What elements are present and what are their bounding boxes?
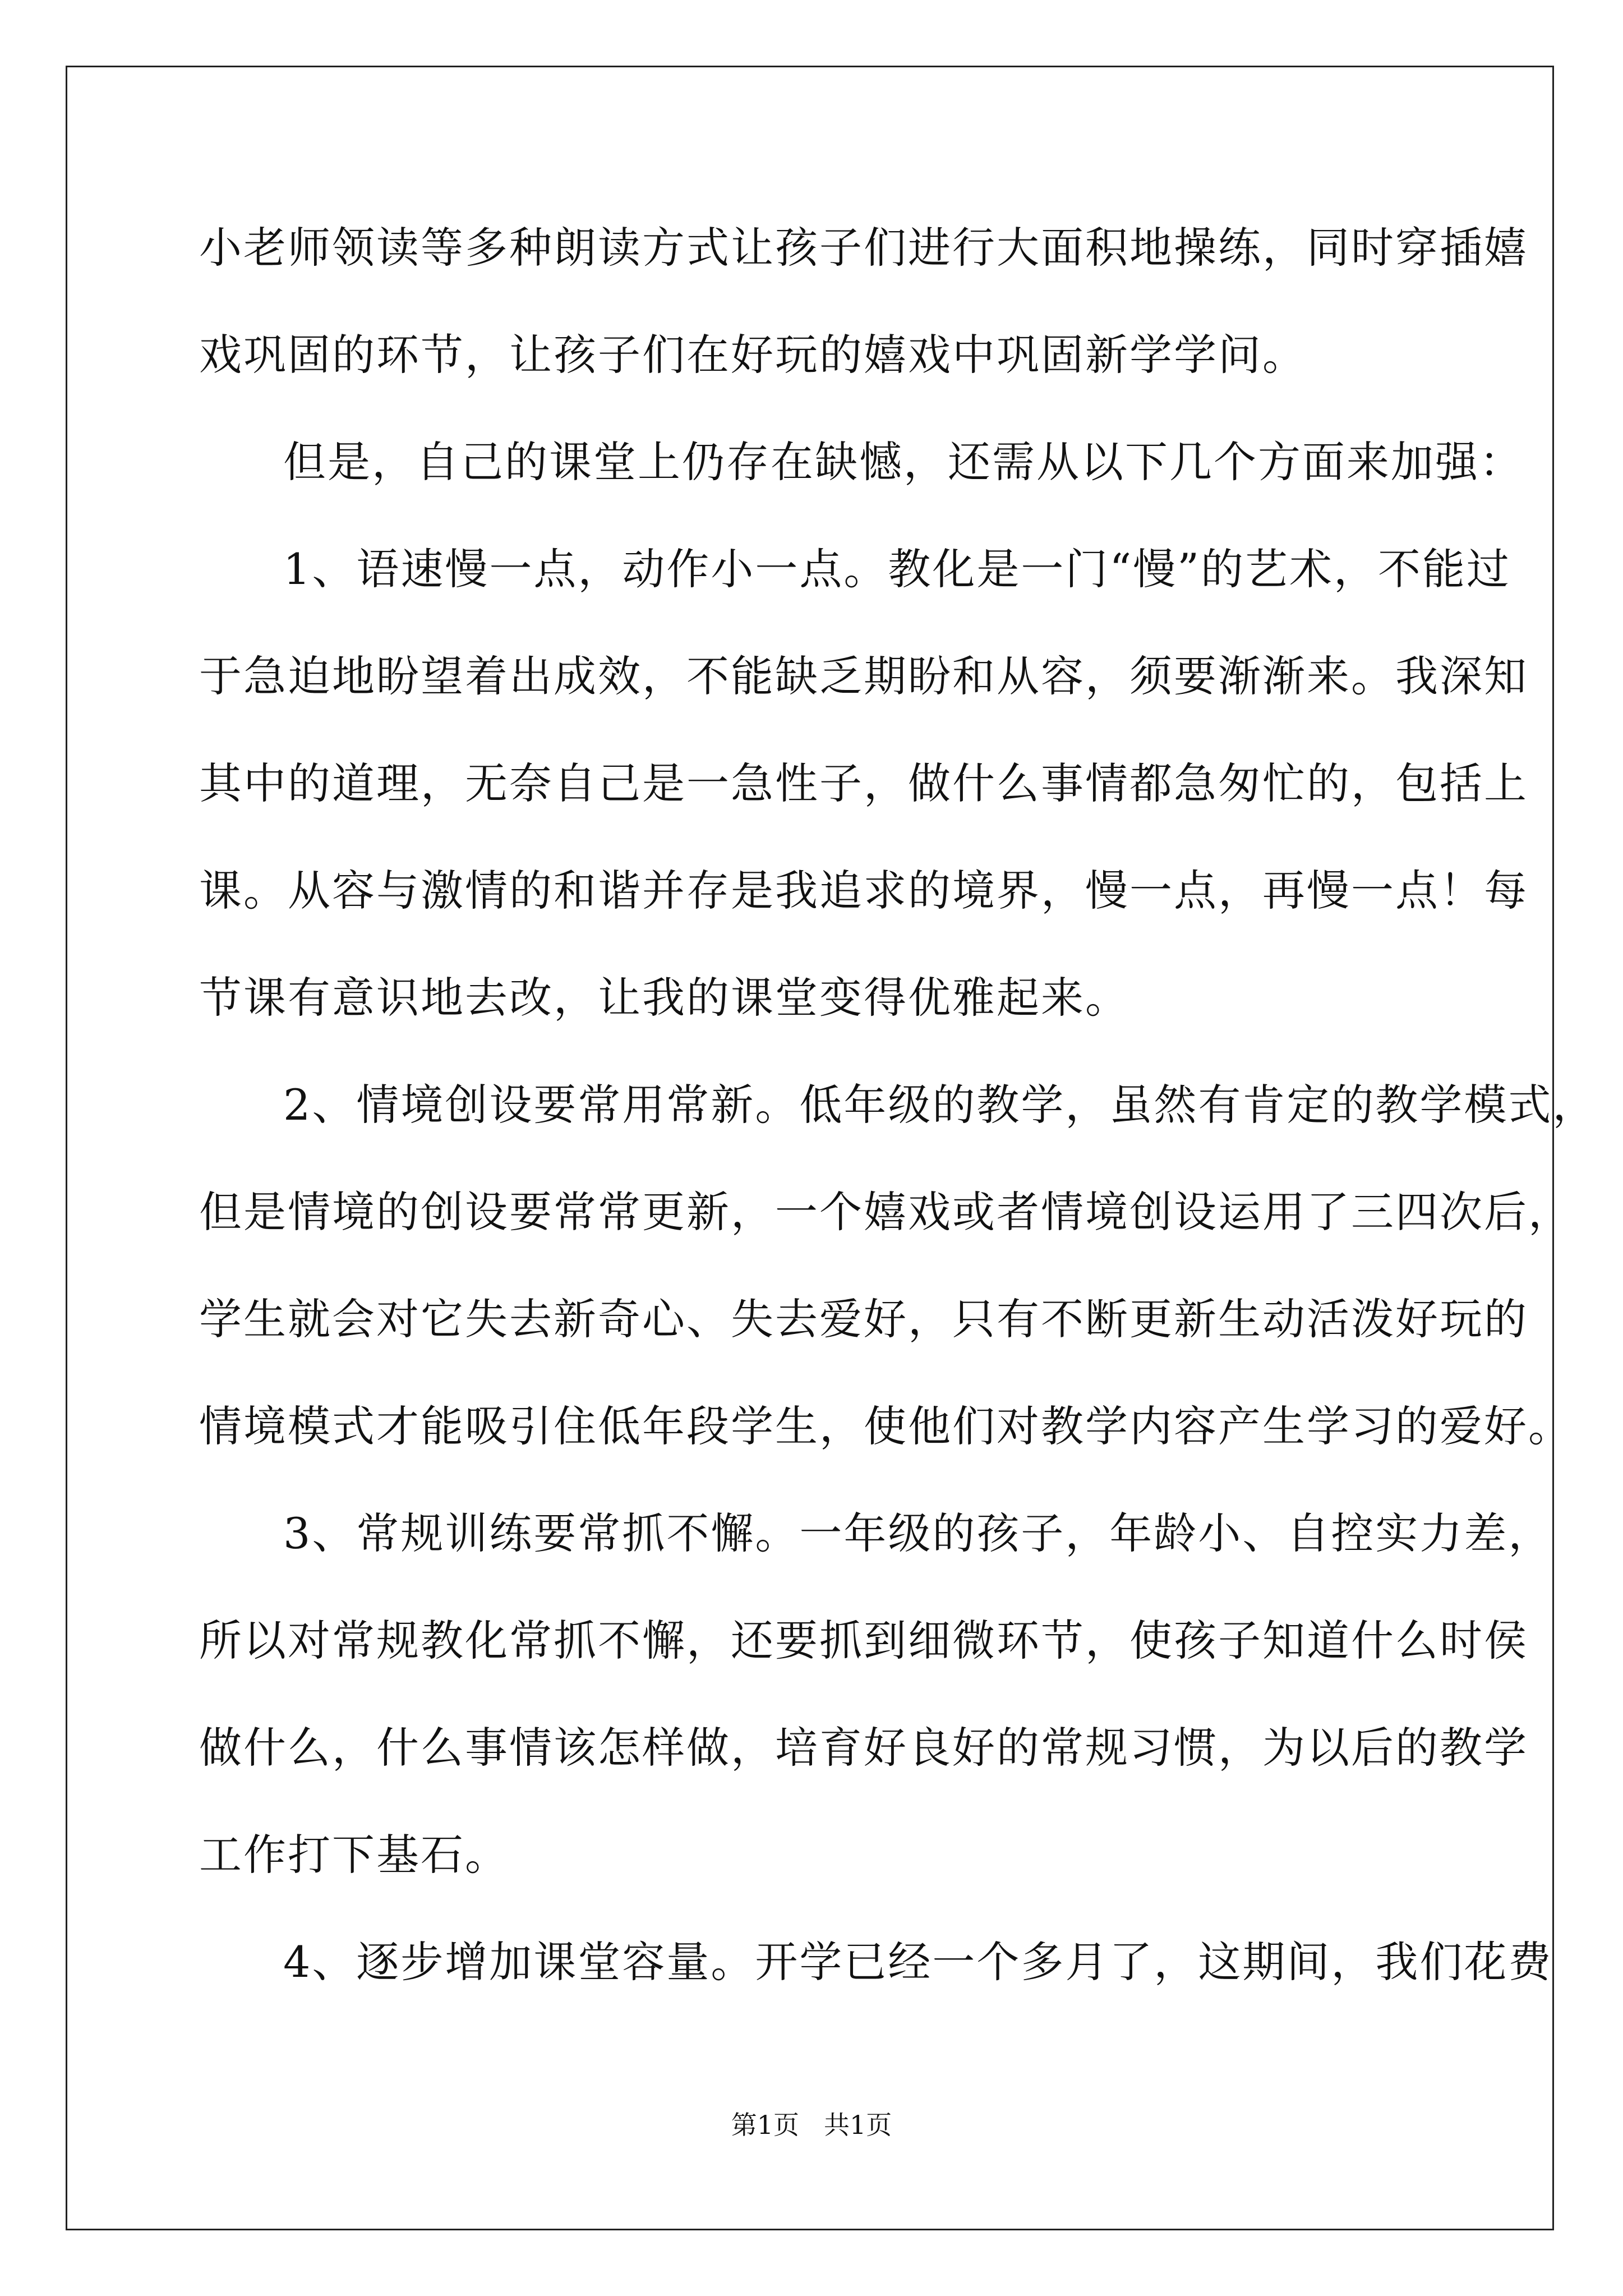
text-line-11: 学生就会对它失去新奇心、失去爱好，只有不断更新生动活泼好玩的 <box>199 1294 1528 1344</box>
page-number-total: 共1页 <box>824 2110 892 2140</box>
page-border <box>66 66 1597 2230</box>
text-line-2: 戏巩固的环节，让孩子们在好玩的嬉戏中巩固新学学问。 <box>199 330 1307 380</box>
text-line-7: 课。从容与激情的和谐并存是我追求的境界，慢一点，再慢一点！每 <box>199 866 1528 915</box>
text-line-16: 工作打下基石。 <box>199 1830 509 1880</box>
text-line-17: 4、逐步增加课堂容量。开学已经一个多月了，这期间，我们花费 <box>283 1937 1553 1987</box>
text-line-13: 3、常规训练要常抓不懈。一年级的孩子，年龄小、自控实力差， <box>283 1508 1553 1558</box>
text-line-10: 但是情境的创设要常常更新，一个嬉戏或者情境创设运用了三四次后， <box>199 1187 1573 1237</box>
text-line-8: 节课有意识地去改，让我的课堂变得优雅起来。 <box>199 973 1129 1023</box>
text-line-14: 所以对常规教化常抓不懈，还要抓到细微环节，使孩子知道什么时侯 <box>199 1616 1528 1665</box>
text-line-9: 2、情境创设要常用常新。低年级的教学，虽然有肯定的教学模式， <box>283 1080 1597 1130</box>
text-line-5: 于急迫地盼望着出成效，不能缺乏期盼和从容，须要渐渐来。我深知 <box>199 651 1528 701</box>
text-line-3: 但是，自己的课堂上仍存在缺憾，还需从以下几个方面来加强： <box>283 437 1524 487</box>
page-footer <box>0 2108 1623 2142</box>
text-line-6: 其中的道理，无奈自己是一急性子，做什么事情都急匆忙的，包括上 <box>199 758 1528 808</box>
text-line-1: 小老师领读等多种朗读方式让孩子们进行大面积地操练，同时穿插嬉 <box>199 223 1528 273</box>
text-line-4: 1、语速慢一点，动作小一点。教化是一门“慢”的艺术，不能过 <box>283 544 1511 594</box>
text-line-12: 情境模式才能吸引住低年段学生，使他们对教学内容产生学习的爱好。 <box>199 1401 1573 1451</box>
page-number-current: 第1页 <box>731 2110 799 2140</box>
text-line-15: 做什么，什么事情该怎样做，培育好良好的常规习惯，为以后的教学 <box>199 1723 1528 1773</box>
